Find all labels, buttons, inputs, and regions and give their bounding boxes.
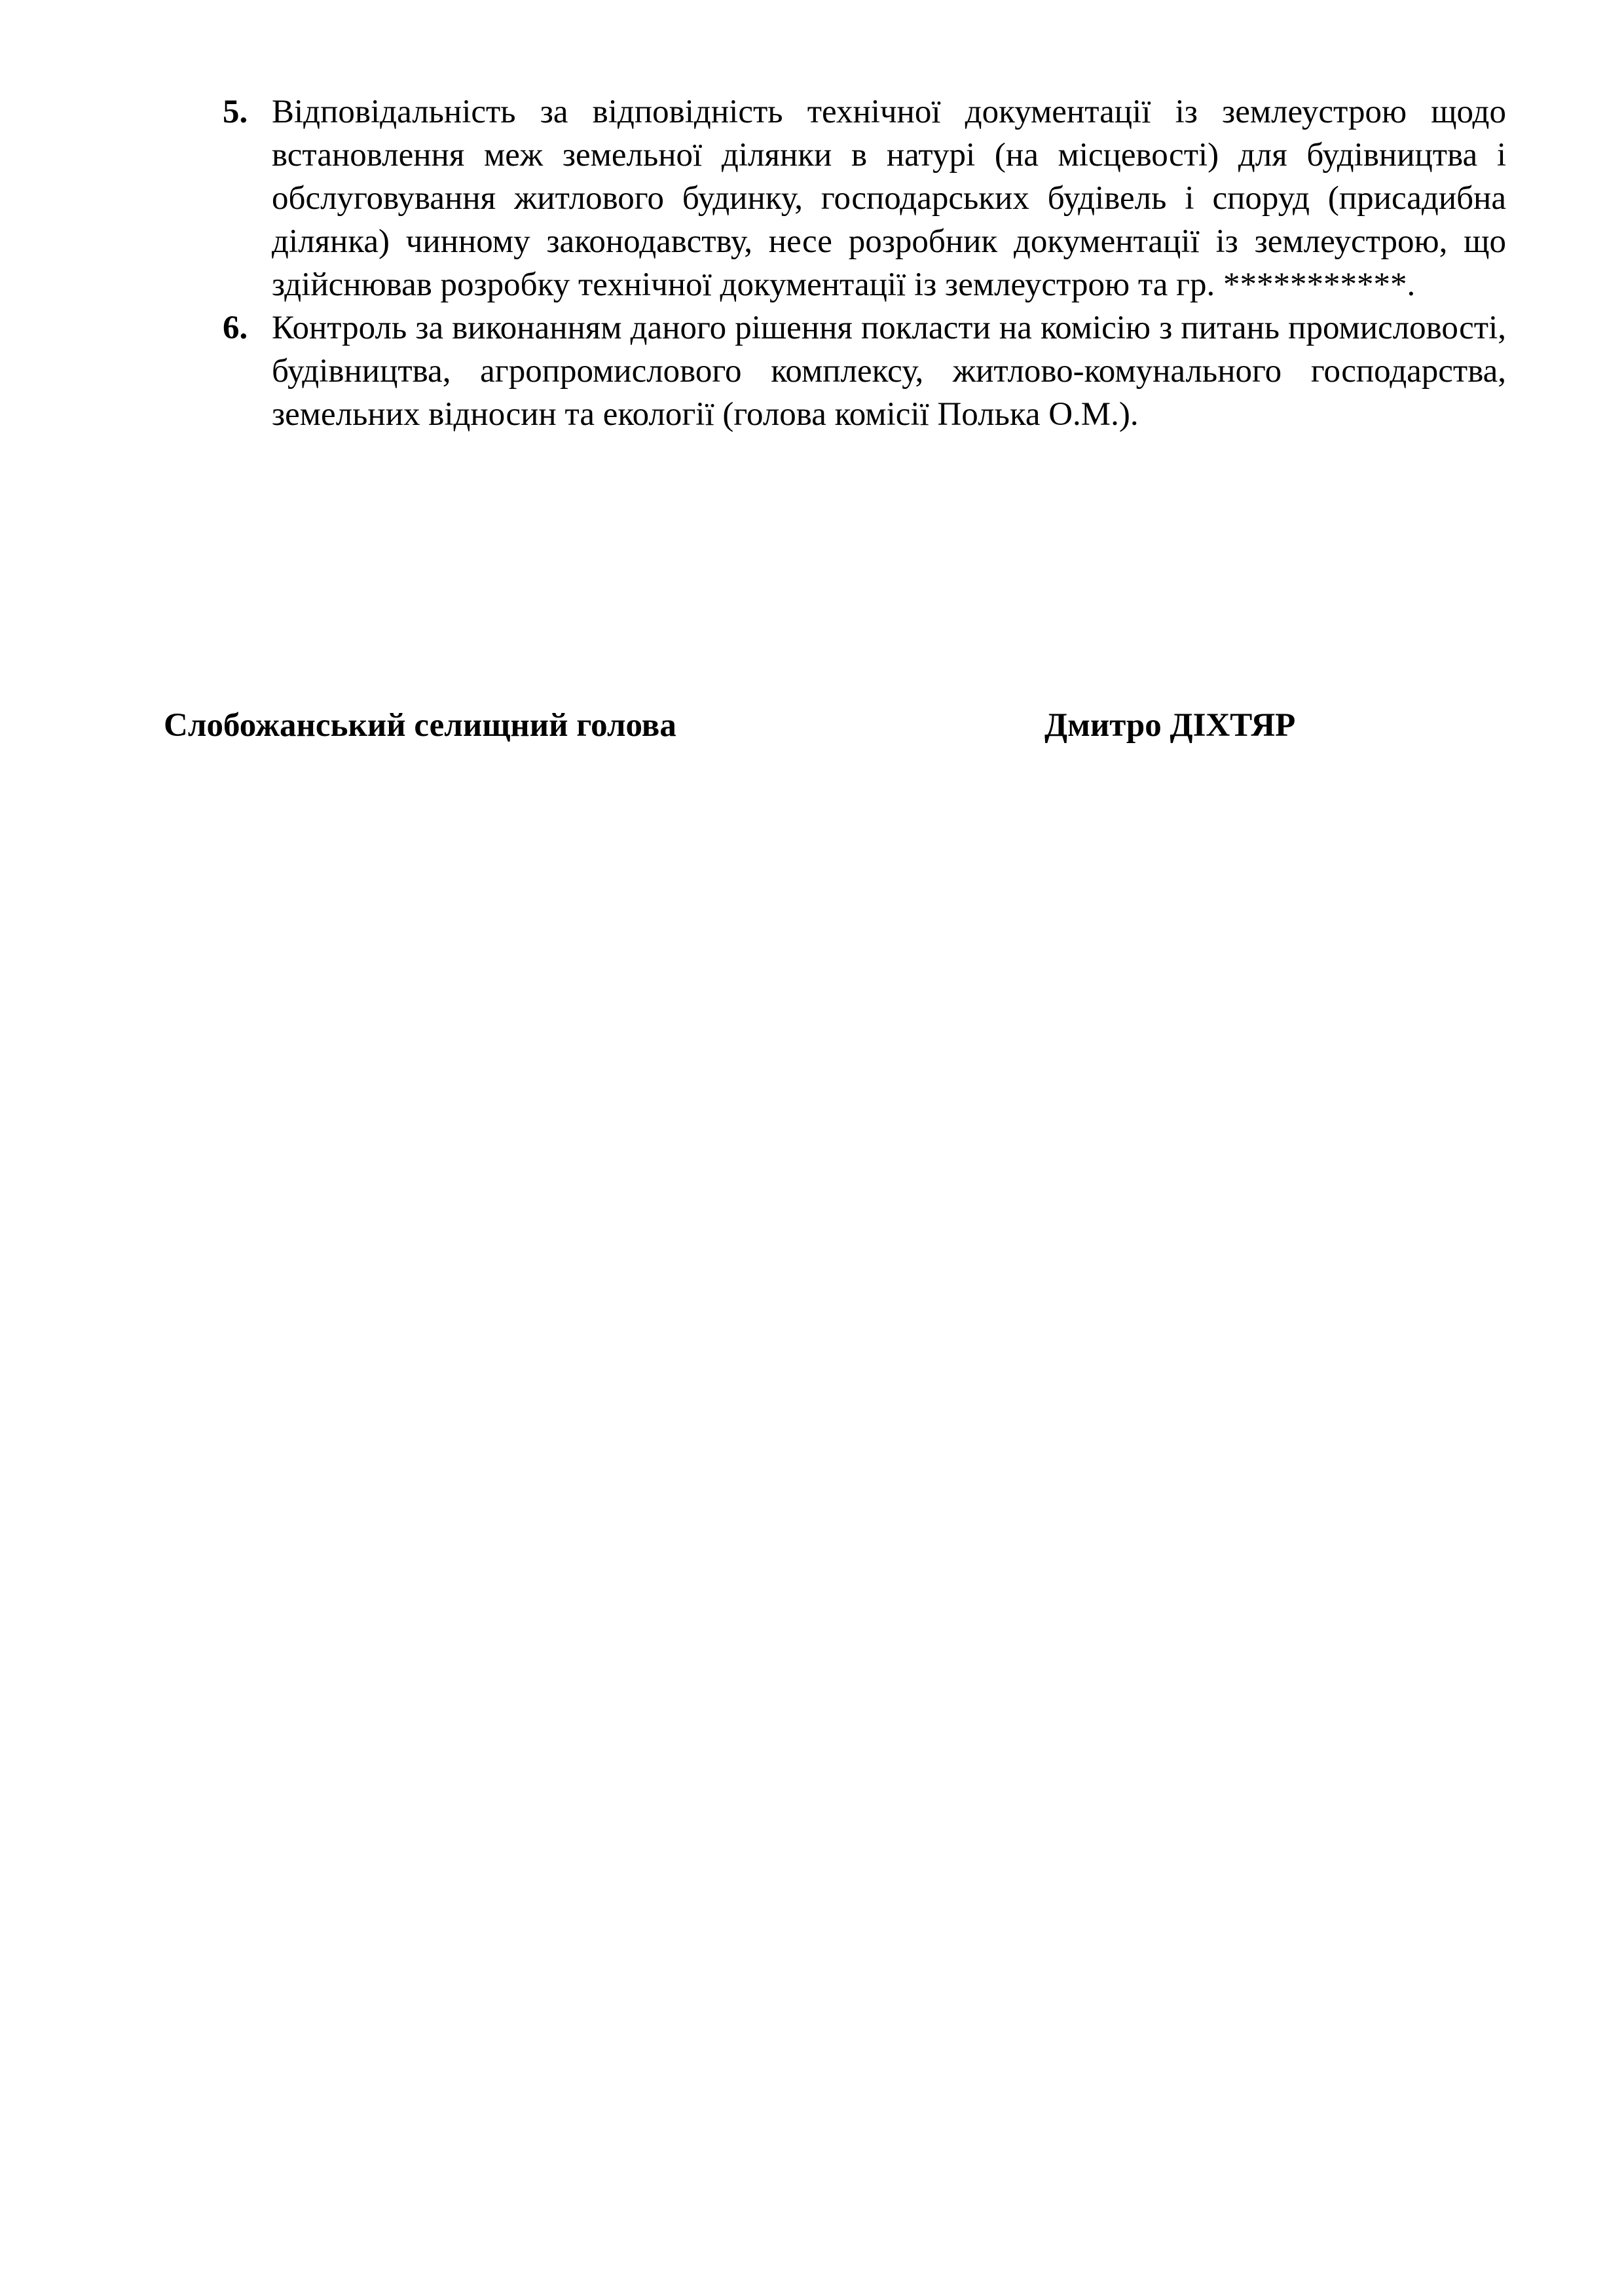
numbered-list: [223, 90, 1506, 436]
list-item-number: 6.: [223, 310, 248, 346]
list-item-6: [223, 306, 1506, 436]
signatory-title: Слобожанський селищний голова: [164, 707, 676, 744]
list-item-number: 5.: [223, 94, 248, 130]
list-item-5: [223, 90, 1506, 306]
signatory-name: Дмитро ДІХТЯР: [1044, 707, 1296, 744]
list-item-text: Відповідальність за відповідність технічної документації із землеустрою щодо встановлення меж земельної ділянки в натурі (на місцевості) для будівництва і обслуговування житлового будинку, господарських будівель і споруд (присадибна ділянка) чинному законодавству, несе розробник документації із землеустрою, що здійснював розробку технічної документації із землеустрою та гр. ***********.: [272, 94, 1506, 303]
list-item-text: Контроль за виконанням даного рішення покласти на комісію з питань промисловості, будівництва, агропромислового комплексу, житлово-комунального господарства, земельних відносин та екології (голова комісії Полька О.М.).: [272, 310, 1506, 433]
